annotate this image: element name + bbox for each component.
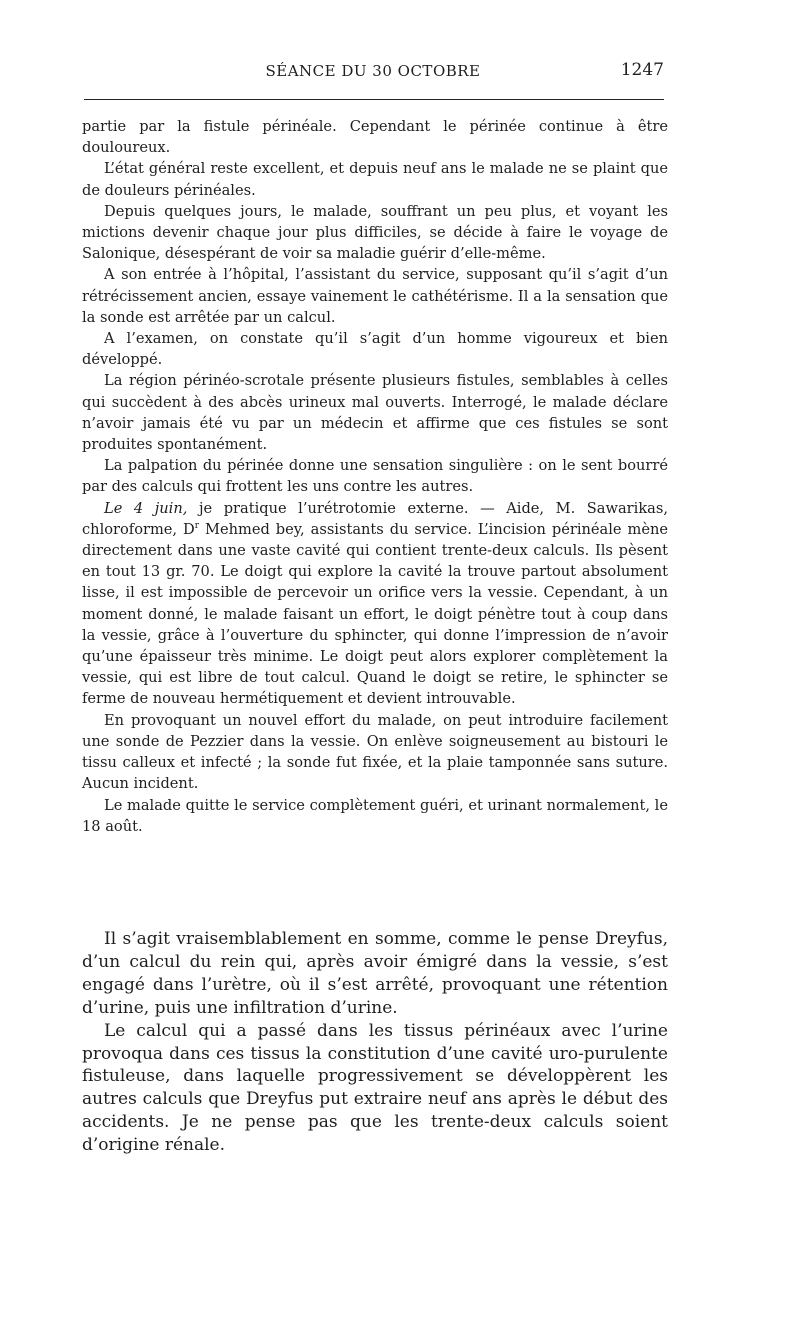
quote-paragraph-8-text-a: je pratique l’urétrotomie externe. — Aide, M. Sawarikas, chloroforme, D — [82, 499, 668, 538]
quote-paragraph-10: Le malade quitte le service complètement guéri, et urinant normalement, le 18 août. — [82, 796, 668, 835]
quote-paragraph-8-text-b: Mehmed bey, assistants du service. L’incision périnéale mène directement dans une vaste cavité qui contient trente-deux calculs. Ils pèsent en tout 13 gr. 70. Le doigt qui explore la cavité la trouve partout absolument lisse, il est impossible de percevoir un orifice vers la vessie. Cependant, à un moment donné, le malade faisant un effort, le doigt pénètre tout à coup dans la vessie, grâce à l’ouverture du sphincter, qui donne l’impression de n’avoir qu’une épaisseur très minime. Le doigt peut alors explorer complètement la vessie, qui est libre de tout calcul. Quand le doigt se retire, le sphincter se ferme de nouveau hermétiquement et devient introuvable. — [82, 520, 669, 708]
running-title-suffix: OCTOBRE — [392, 62, 481, 80]
quote-paragraph-3: Depuis quelques jours, le malade, souffrant un peu plus, et voyant les mictions devenir chaque jour plus difficiles, se décide à faire le voyage de Salonique, désespérant de voir sa maladie guérir d’elle-même. — [82, 202, 668, 263]
header-rule — [84, 99, 664, 100]
quote-paragraph-6: La région périnéo-scrotale présente plusieurs fistules, semblables à celles qui succèdent à des abcès urineux mal ouverts. Interrogé, le malade déclare n’avoir jamais été vu par un médecin et affirme que ces fistules se sont produites spontanément. — [82, 372, 668, 454]
doctor-abbrev-sup: r — [194, 521, 200, 531]
quote-paragraph-9: En provoquant un nouvel effort du malade, on peut introduire facilement une sonde de Pezzier dans la vessie. On enlève soigneusement au bistouri le tissu calleux et infecté ; la sonde fut fixée, et la plaie tamponnée sans suture. Aucun incident. — [82, 711, 668, 793]
running-head — [82, 60, 664, 86]
case-report-quote — [82, 116, 668, 837]
quote-paragraph-1: partie par la fistule périnéale. Cependant le périnée continue à être douloureux. — [82, 118, 668, 157]
quote-paragraph-5: A l’examen, on constate qu’il s’agit d’un homme vigoureux et bien développé. — [82, 330, 668, 369]
quote-paragraph-7: La palpation du périnée donne une sensation singulière : on le sent bourré par des calculs qui frottent les uns contre les autres. — [82, 457, 668, 496]
running-title — [82, 62, 664, 80]
running-title-prefix: SÉANCE DU — [265, 62, 373, 80]
quote-paragraph-4: A son entrée à l’hôpital, l’assistant du service, supposant qu’il s’agit d’un rétrécissement ancien, essaye vainement le cathétérisme. Il a la sensation que la sonde est arrêtée par un calcul. — [82, 266, 668, 326]
quote-paragraph-8 — [82, 498, 668, 710]
operation-date: Le 4 juin, — [104, 499, 188, 517]
page-number: 1247 — [620, 60, 664, 80]
quote-paragraph-2: L’état général reste excellent, et depuis neuf ans le malade ne se plaint que de douleurs périnéales. — [82, 160, 668, 199]
commentary — [82, 928, 668, 1157]
body-paragraph-1: Il s’agit vraisemblablement en somme, comme le pense Dreyfus, d’un calcul du rein qui, après avoir émigré dans la vessie, s’est engagé dans l’urètre, où il s’est arrêté, provoquant une rétention d’urine, puis une infiltration d’urine. — [82, 929, 668, 1018]
running-title-day: 30 — [372, 62, 393, 80]
body-paragraph-2: Le calcul qui a passé dans les tissus périnéaux avec l’urine provoqua dans ces tissus la constitution d’une cavité uro-purulente fistuleuse, dans laquelle progressivement se développèrent les autres calculs que Dreyfus put extraire neuf ans après le début des accidents. Je ne pense pas que les trente-deux calculs soient d’origine rénale. — [82, 1020, 668, 1156]
